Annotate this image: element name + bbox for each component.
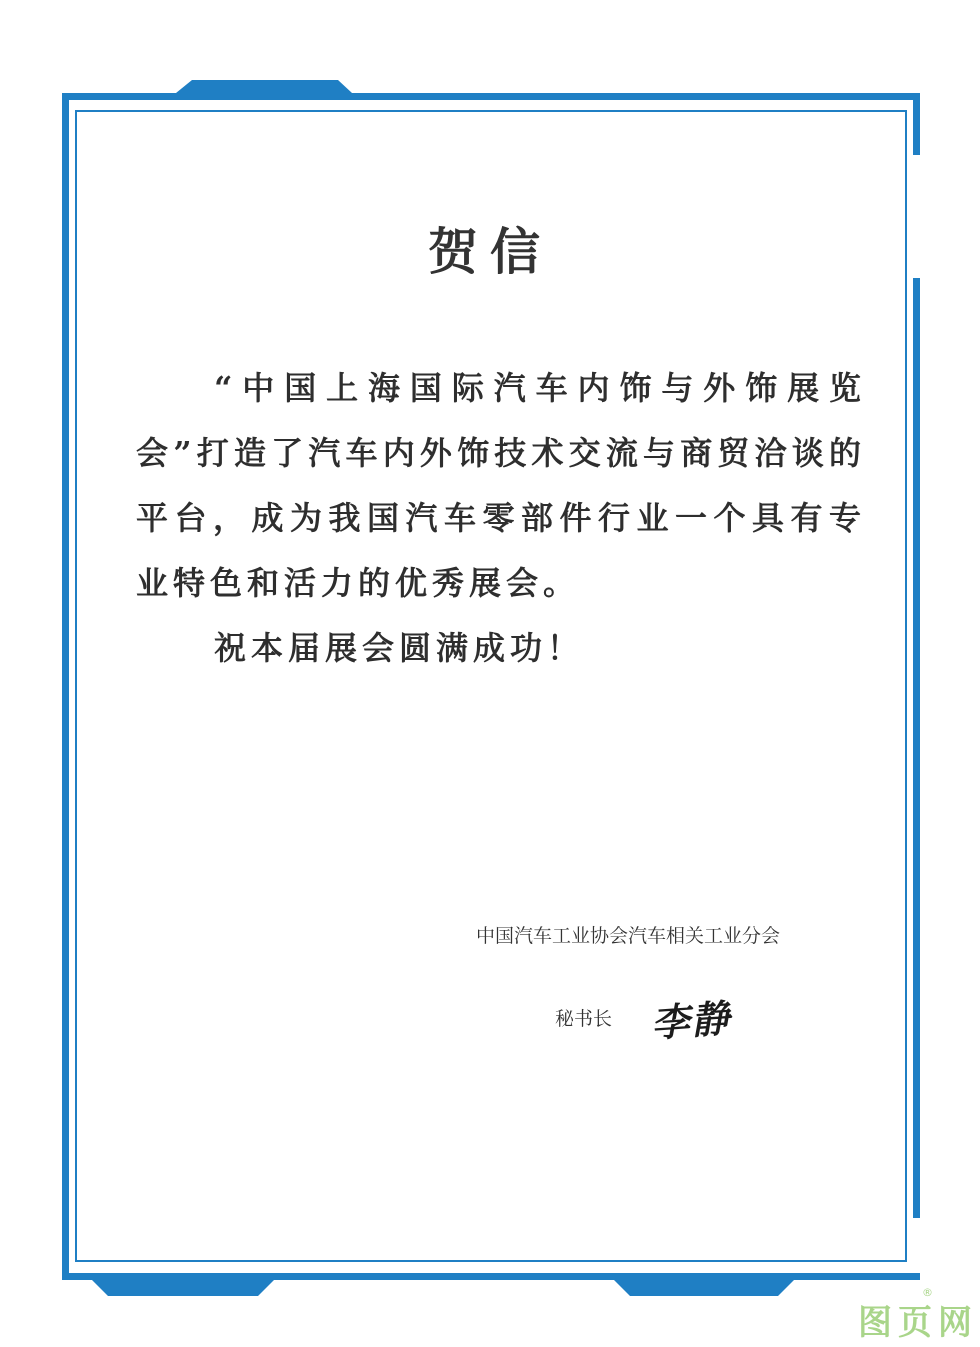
letter-paragraph: 祝本届展会圆满成功！	[214, 629, 585, 667]
watermark-logo: 图页网	[858, 1303, 978, 1343]
frame-outer-top	[62, 93, 920, 100]
frame-outer-right-mid	[913, 278, 920, 1218]
frame-bottom-tab-left	[92, 1280, 274, 1296]
signer-title: 秘书长	[555, 1008, 613, 1030]
frame-outer-right-upper	[913, 93, 920, 155]
registered-mark: ®	[922, 1286, 933, 1299]
frame-bottom-tab-right	[614, 1280, 794, 1296]
frame-outer-bottom	[62, 1273, 920, 1280]
letter-body	[136, 356, 866, 681]
frame-top-tab	[176, 80, 352, 93]
letter-paragraph: “中国上海国际汽车内饰与外饰展览会”打造了汽车内外饰技术交流与商贸洽谈的平台，成为我国汽车零部件行业一个具有专业特色和活力的优秀展会。	[136, 369, 866, 602]
letter-title: 贺信	[428, 222, 552, 281]
handwritten-signature: 李静	[649, 995, 733, 1046]
organization-name: 中国汽车工业协会汽车相关工业分会	[476, 925, 781, 947]
